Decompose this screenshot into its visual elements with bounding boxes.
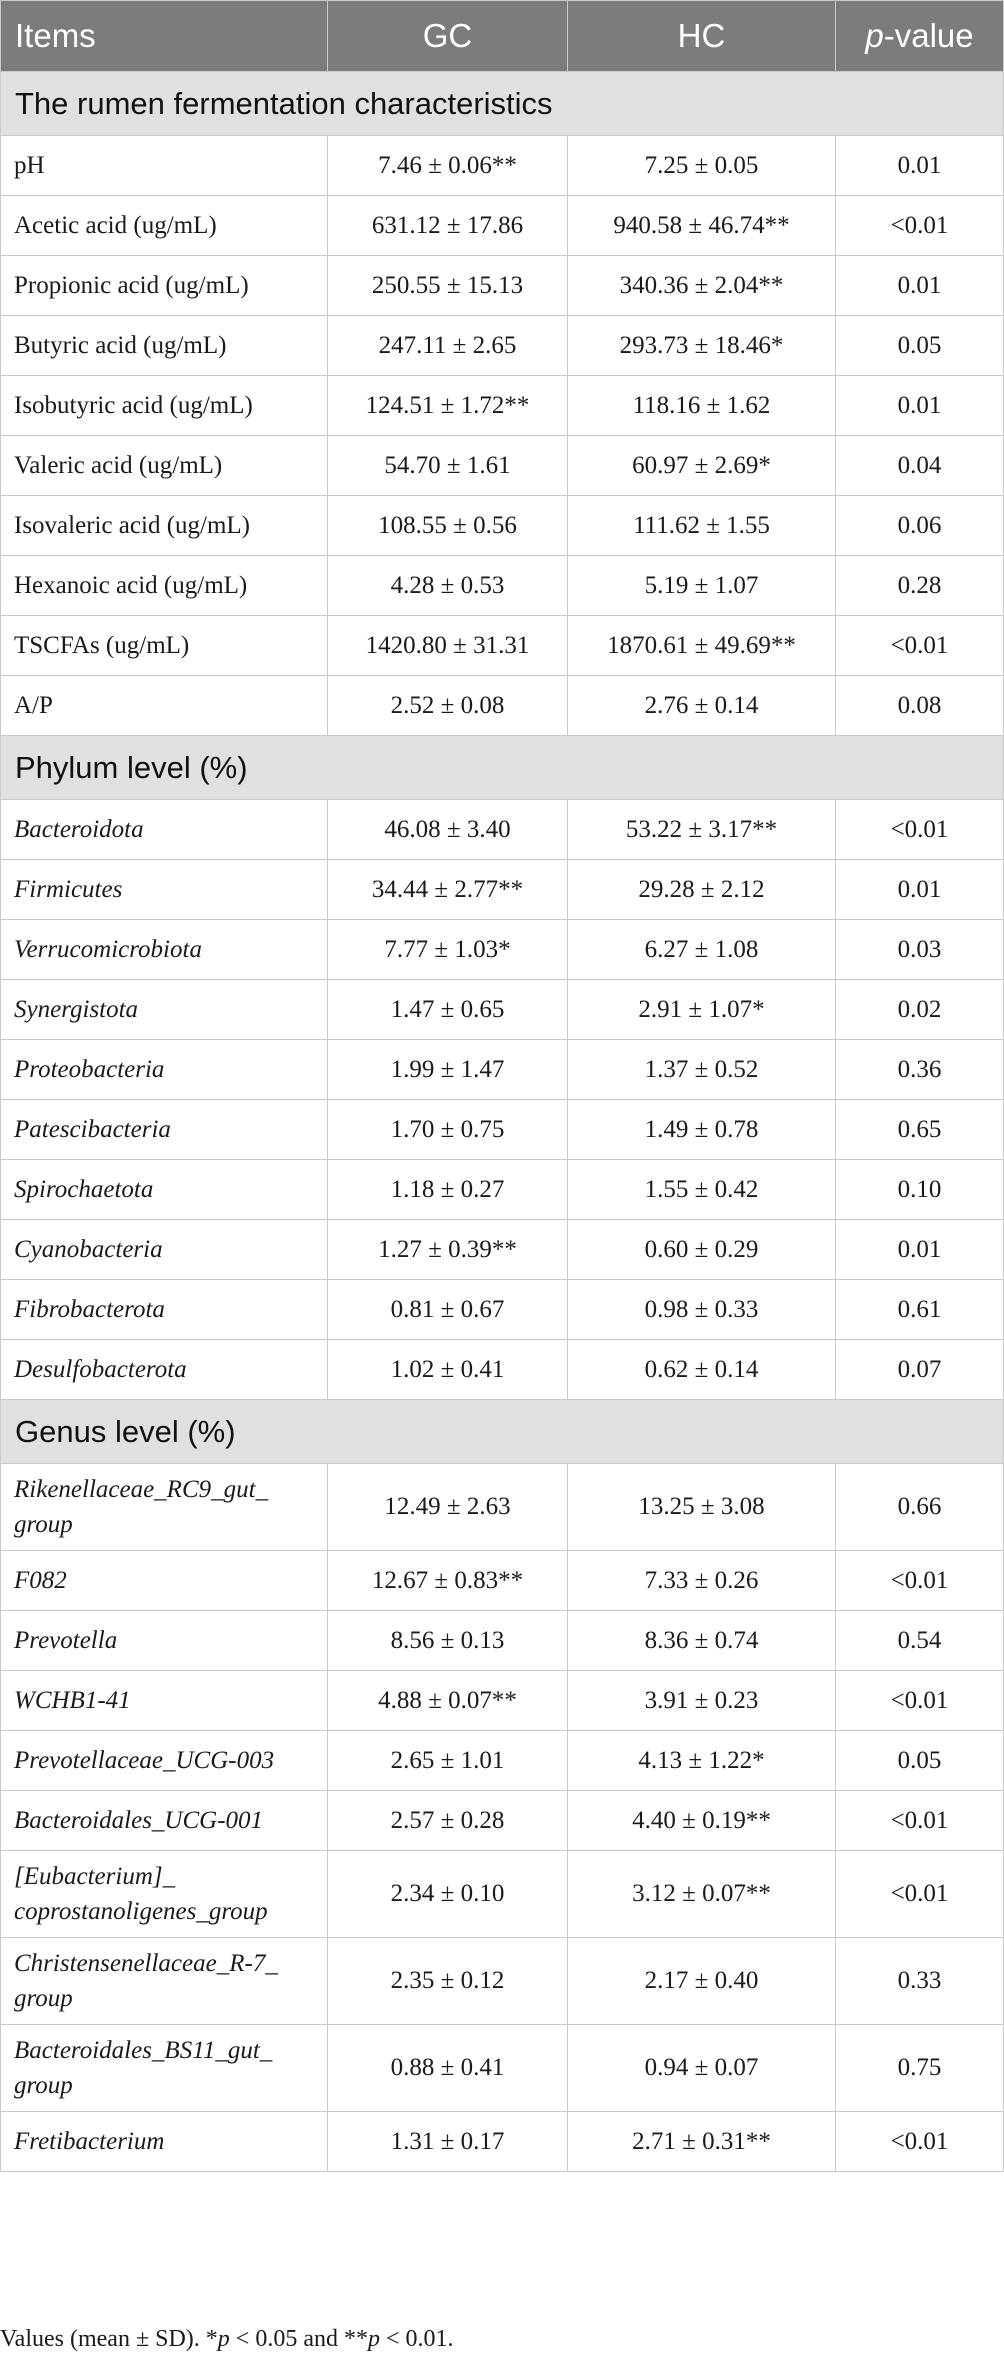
table-row	[1, 256, 1004, 316]
gc-value-cell: 631.12 ± 17.86	[328, 196, 568, 256]
item-label-cell: Verrucomicrobiota	[1, 920, 328, 980]
table-row	[1, 436, 1004, 496]
p-value-cell: 0.02	[836, 980, 1004, 1040]
item-label-cell: Spirochaetota	[1, 1160, 328, 1220]
hc-value-cell: 1.37 ± 0.52	[568, 1040, 836, 1100]
section-header-row	[1, 736, 1004, 800]
item-label-cell: Bacteroidales_BS11_gut_ group	[1, 2025, 328, 2112]
table-row	[1, 920, 1004, 980]
header-gc: GC	[328, 1, 568, 72]
table-row	[1, 1851, 1004, 1938]
item-label-cell: Firmicutes	[1, 860, 328, 920]
hc-value-cell: 2.71 ± 0.31**	[568, 2112, 836, 2172]
item-label-cell: [Eubacterium]_ coprostanoligenes_group	[1, 1851, 328, 1938]
p-value-cell: 0.01	[836, 136, 1004, 196]
table-row	[1, 1464, 1004, 1551]
p-value-cell: <0.01	[836, 1671, 1004, 1731]
table-row	[1, 376, 1004, 436]
hc-value-cell: 1.49 ± 0.78	[568, 1100, 836, 1160]
table-row	[1, 1551, 1004, 1611]
gc-value-cell: 0.88 ± 0.41	[328, 2025, 568, 2112]
item-label-cell: Cyanobacteria	[1, 1220, 328, 1280]
gc-value-cell: 12.67 ± 0.83**	[328, 1551, 568, 1611]
table-row	[1, 1220, 1004, 1280]
section-title: Phylum level (%)	[1, 736, 1004, 800]
hc-value-cell: 3.12 ± 0.07**	[568, 1851, 836, 1938]
table-row	[1, 1938, 1004, 2025]
hc-value-cell: 29.28 ± 2.12	[568, 860, 836, 920]
gc-value-cell: 2.52 ± 0.08	[328, 676, 568, 736]
table-row	[1, 496, 1004, 556]
gc-value-cell: 247.11 ± 2.65	[328, 316, 568, 376]
section-header-row	[1, 1400, 1004, 1464]
p-value-cell: 0.61	[836, 1280, 1004, 1340]
table-row	[1, 1671, 1004, 1731]
hc-value-cell: 0.94 ± 0.07	[568, 2025, 836, 2112]
hc-value-cell: 118.16 ± 1.62	[568, 376, 836, 436]
header-hc: HC	[568, 1, 836, 72]
hc-value-cell: 53.22 ± 3.17**	[568, 800, 836, 860]
header-p-value	[836, 1, 1004, 72]
hc-value-cell: 60.97 ± 2.69*	[568, 436, 836, 496]
gc-value-cell: 54.70 ± 1.61	[328, 436, 568, 496]
item-label-cell: F082	[1, 1551, 328, 1611]
table-header	[1, 1, 1004, 72]
p-value-cell: 0.36	[836, 1040, 1004, 1100]
header-row	[1, 1, 1004, 72]
item-label-cell: WCHB1-41	[1, 1671, 328, 1731]
gc-value-cell: 0.81 ± 0.67	[328, 1280, 568, 1340]
header-items: Items	[1, 1, 328, 72]
table-row	[1, 2112, 1004, 2172]
p-value-cell: 0.01	[836, 376, 1004, 436]
hc-value-cell: 2.17 ± 0.40	[568, 1938, 836, 2025]
item-label-cell: Hexanoic acid (ug/mL)	[1, 556, 328, 616]
item-label-cell: Bacteroidota	[1, 800, 328, 860]
item-label-cell: Rikenellaceae_RC9_gut_ group	[1, 1464, 328, 1551]
p-value-cell: <0.01	[836, 2112, 1004, 2172]
hc-value-cell: 4.13 ± 1.22*	[568, 1731, 836, 1791]
table-row	[1, 316, 1004, 376]
p-value-cell: 0.05	[836, 1731, 1004, 1791]
p-value-cell: 0.66	[836, 1464, 1004, 1551]
gc-value-cell: 2.65 ± 1.01	[328, 1731, 568, 1791]
table-row	[1, 1731, 1004, 1791]
p-value-cell: 0.28	[836, 556, 1004, 616]
table-row	[1, 1100, 1004, 1160]
item-label-cell: Prevotellaceae_UCG-003	[1, 1731, 328, 1791]
table-row	[1, 1611, 1004, 1671]
item-label-cell: Bacteroidales_UCG-001	[1, 1791, 328, 1851]
gc-value-cell: 4.28 ± 0.53	[328, 556, 568, 616]
item-label-cell: Valeric acid (ug/mL)	[1, 436, 328, 496]
hc-value-cell: 4.40 ± 0.19**	[568, 1791, 836, 1851]
p-value-cell: 0.65	[836, 1100, 1004, 1160]
item-label-cell: Proteobacteria	[1, 1040, 328, 1100]
gc-value-cell: 12.49 ± 2.63	[328, 1464, 568, 1551]
gc-value-cell: 1.18 ± 0.27	[328, 1160, 568, 1220]
gc-value-cell: 34.44 ± 2.77**	[328, 860, 568, 920]
p-value-cell: 0.33	[836, 1938, 1004, 2025]
item-label-cell: pH	[1, 136, 328, 196]
item-label-cell: Patescibacteria	[1, 1100, 328, 1160]
hc-value-cell: 340.36 ± 2.04**	[568, 256, 836, 316]
item-label-cell: TSCFAs (ug/mL)	[1, 616, 328, 676]
gc-value-cell: 7.46 ± 0.06**	[328, 136, 568, 196]
p-value-cell: 0.01	[836, 1220, 1004, 1280]
gc-value-cell: 1.27 ± 0.39**	[328, 1220, 568, 1280]
item-label-cell: Desulfobacterota	[1, 1340, 328, 1400]
hc-value-cell: 1870.61 ± 49.69**	[568, 616, 836, 676]
gc-value-cell: 46.08 ± 3.40	[328, 800, 568, 860]
gc-value-cell: 1.47 ± 0.65	[328, 980, 568, 1040]
gc-value-cell: 7.77 ± 1.03*	[328, 920, 568, 980]
p-value-cell: <0.01	[836, 1551, 1004, 1611]
gc-value-cell: 1.70 ± 0.75	[328, 1100, 568, 1160]
table-row	[1, 616, 1004, 676]
table-row	[1, 676, 1004, 736]
item-label-cell: Isobutyric acid (ug/mL)	[1, 376, 328, 436]
p-value-cell: 0.03	[836, 920, 1004, 980]
table-row	[1, 980, 1004, 1040]
item-label-cell: Propionic acid (ug/mL)	[1, 256, 328, 316]
hc-value-cell: 293.73 ± 18.46*	[568, 316, 836, 376]
p-value-cell: <0.01	[836, 616, 1004, 676]
hc-value-cell: 7.25 ± 0.05	[568, 136, 836, 196]
table-row	[1, 196, 1004, 256]
hc-value-cell: 940.58 ± 46.74**	[568, 196, 836, 256]
gc-value-cell: 4.88 ± 0.07**	[328, 1671, 568, 1731]
item-label-cell: Fibrobacterota	[1, 1280, 328, 1340]
item-label-cell: Butyric acid (ug/mL)	[1, 316, 328, 376]
p-value-cell: 0.06	[836, 496, 1004, 556]
table-row	[1, 1040, 1004, 1100]
gc-value-cell: 2.57 ± 0.28	[328, 1791, 568, 1851]
item-label-cell: Fretibacterium	[1, 2112, 328, 2172]
item-label-cell: Prevotella	[1, 1611, 328, 1671]
hc-value-cell: 0.60 ± 0.29	[568, 1220, 836, 1280]
table-row	[1, 556, 1004, 616]
table-row	[1, 1160, 1004, 1220]
gc-value-cell: 1420.80 ± 31.31	[328, 616, 568, 676]
hc-value-cell: 6.27 ± 1.08	[568, 920, 836, 980]
gc-value-cell: 108.55 ± 0.56	[328, 496, 568, 556]
p-value-cell: <0.01	[836, 1791, 1004, 1851]
table-row	[1, 860, 1004, 920]
table-body	[1, 72, 1004, 2172]
gc-value-cell: 2.34 ± 0.10	[328, 1851, 568, 1938]
table-row	[1, 800, 1004, 860]
hc-value-cell: 7.33 ± 0.26	[568, 1551, 836, 1611]
p-value-cell: 0.05	[836, 316, 1004, 376]
item-label-cell: Christensenellaceae_R-7_ group	[1, 1938, 328, 2025]
section-title: The rumen fermentation characteristics	[1, 72, 1004, 136]
hc-value-cell: 0.98 ± 0.33	[568, 1280, 836, 1340]
p-value-cell: 0.08	[836, 676, 1004, 736]
p-value-cell: 0.75	[836, 2025, 1004, 2112]
gc-value-cell: 1.31 ± 0.17	[328, 2112, 568, 2172]
hc-value-cell: 2.76 ± 0.14	[568, 676, 836, 736]
gc-value-cell: 1.02 ± 0.41	[328, 1340, 568, 1400]
hc-value-cell: 8.36 ± 0.74	[568, 1611, 836, 1671]
table-row	[1, 136, 1004, 196]
hc-value-cell: 111.62 ± 1.55	[568, 496, 836, 556]
p-value-cell: 0.54	[836, 1611, 1004, 1671]
hc-value-cell: 2.91 ± 1.07*	[568, 980, 836, 1040]
gc-value-cell: 1.99 ± 1.47	[328, 1040, 568, 1100]
item-label-cell: Isovaleric acid (ug/mL)	[1, 496, 328, 556]
p-value-cell: 0.07	[836, 1340, 1004, 1400]
table-footnote	[0, 2326, 454, 2353]
hc-value-cell: 1.55 ± 0.42	[568, 1160, 836, 1220]
table-row	[1, 1280, 1004, 1340]
hc-value-cell: 13.25 ± 3.08	[568, 1464, 836, 1551]
table-row	[1, 1791, 1004, 1851]
hc-value-cell: 0.62 ± 0.14	[568, 1340, 836, 1400]
section-header-row	[1, 72, 1004, 136]
p-value-cell: 0.10	[836, 1160, 1004, 1220]
item-label-cell: Synergistota	[1, 980, 328, 1040]
p-value-cell: 0.01	[836, 860, 1004, 920]
p-value-cell: 0.04	[836, 436, 1004, 496]
footnote-text: Values (mean ± SD). *p < 0.05 and **p < 0.01.	[0, 2326, 454, 2352]
p-value-cell: 0.01	[836, 256, 1004, 316]
p-value-cell: <0.01	[836, 800, 1004, 860]
p-value-cell: <0.01	[836, 1851, 1004, 1938]
header-p-value-text: p-value	[865, 17, 974, 54]
gc-value-cell: 124.51 ± 1.72**	[328, 376, 568, 436]
gc-value-cell: 2.35 ± 0.12	[328, 1938, 568, 2025]
table-row	[1, 1340, 1004, 1400]
p-value-cell: <0.01	[836, 196, 1004, 256]
gc-value-cell: 8.56 ± 0.13	[328, 1611, 568, 1671]
hc-value-cell: 5.19 ± 1.07	[568, 556, 836, 616]
item-label-cell: A/P	[1, 676, 328, 736]
gc-value-cell: 250.55 ± 15.13	[328, 256, 568, 316]
table-row	[1, 2025, 1004, 2112]
hc-value-cell: 3.91 ± 0.23	[568, 1671, 836, 1731]
section-title: Genus level (%)	[1, 1400, 1004, 1464]
item-label-cell: Acetic acid (ug/mL)	[1, 196, 328, 256]
